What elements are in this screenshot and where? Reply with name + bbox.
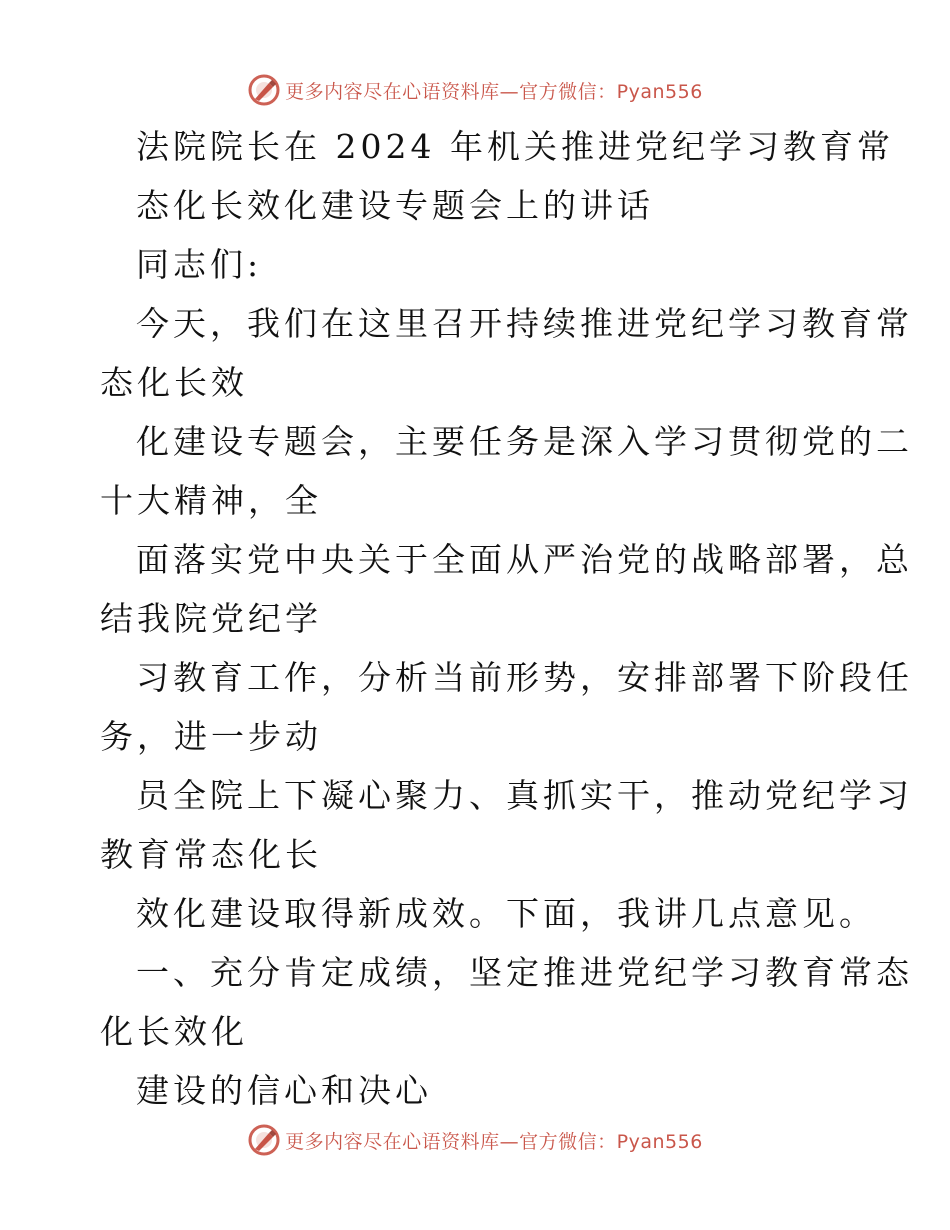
footer-watermark	[0, 1120, 950, 1160]
section-heading-line: 一、充分肯定成绩，坚定推进党纪学习教育常态	[136, 953, 913, 992]
title-line-1: 法院院长在 2024 年机关推进党纪学习教育常	[136, 127, 894, 166]
paragraph-line: 态化长效	[100, 363, 248, 402]
paragraph-line: 教育常态化长	[100, 835, 322, 874]
paragraph-line: 结我院党纪学	[100, 599, 322, 638]
paragraph-line: 习教育工作，分析当前形势，安排部署下阶段任	[136, 658, 913, 697]
paragraph-line: 效化建设取得新成效。下面，我讲几点意见。	[136, 894, 876, 933]
title-line-2: 态化长效化建设专题会上的讲话	[136, 186, 654, 225]
watermark-text: 更多内容尽在心语资料库—官方微信：Pyan556	[285, 80, 703, 103]
paragraph-line: 今天，我们在这里召开持续推进党纪学习教育常	[136, 304, 913, 343]
paragraph-line: 面落实党中央关于全面从严治党的战略部署，总	[136, 540, 913, 579]
paragraph-line: 十大精神，全	[100, 481, 322, 520]
fountain-pen-logo-icon	[247, 1123, 281, 1157]
paragraph-line: 务，进一步动	[100, 717, 322, 756]
section-heading-line: 建设的信心和决心	[136, 1071, 432, 1110]
salutation: 同志们:	[136, 245, 263, 284]
watermark-text: 更多内容尽在心语资料库—官方微信：Pyan556	[285, 1130, 703, 1153]
section-heading-line: 化长效化	[100, 1012, 248, 1051]
paragraph-line: 员全院上下凝心聚力、真抓实干，推动党纪学习	[136, 776, 913, 815]
paragraph-line: 化建设专题会，主要任务是深入学习贯彻党的二	[136, 422, 913, 461]
